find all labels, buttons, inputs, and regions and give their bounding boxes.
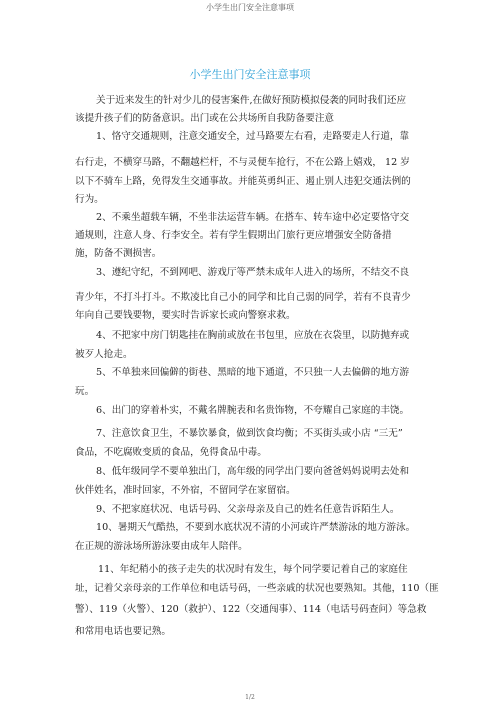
body-line: 警）、119（火警）、120（救护）、122（交通闯事）、114（电话号码查问）等急救 bbox=[75, 604, 427, 615]
running-header: 小学生出门安全注意事项 bbox=[206, 3, 294, 12]
body-line: 5、不单独来回偏僻的街巷、黑暗的地下通道，不只独一人去偏僻的地方游 bbox=[96, 367, 410, 378]
body-line: 右行走，不横穿马路，不翻越栏杆，不与灵便车抢行，不在公路上嬉戏， 12 岁 bbox=[75, 157, 410, 168]
body-line: 年向自己要钱要物，要实时告诉家长或向警察求救。 bbox=[75, 310, 296, 321]
body-line: 10、暑期天气酷热，不要到水底状况不清的小河或许严禁游泳的地方游泳。 bbox=[96, 522, 416, 533]
body-line: 9、不把家庭状况、电话号码、父亲母亲及自己的姓名任意告诉陌生人。 bbox=[96, 504, 400, 515]
body-line: 4、不把家中房门钥匙挂在胸前或放在书包里，应放在衣袋里，以防抛弃或 bbox=[96, 330, 410, 341]
body-line: 青少年，不打斗打斗。不欺凌比自己小的同学和比自己弱的同学，若有不良青少 bbox=[75, 292, 411, 303]
body-line: 通规则，注意人身、行李安全。若有学生假期出门旅行更应增强安全防备措 bbox=[75, 230, 392, 241]
page-number: 1/2 bbox=[245, 694, 255, 701]
body-line: 7、注意饮食卫生，不暴饮暴食，做到饮食均衡；不买街头或小店 “三无” bbox=[96, 428, 403, 439]
body-line: 3、遵纪守纪，不到网吧、游戏厅等严禁未成年人进入的场所，不结交不良 bbox=[96, 267, 410, 278]
body-line: 行为。 bbox=[75, 194, 104, 205]
body-line: 和常用电话也要记熟。 bbox=[75, 626, 171, 637]
body-line: 该提升孩子们的防备意识。出门或在公共场所自我防备要注意 bbox=[75, 113, 335, 124]
body-line: 施，防备不测损害。 bbox=[75, 248, 162, 259]
body-line: 关于近来发生的针对少儿的侵害案件,在做好预防模拟侵袭的同时我们还应 bbox=[96, 95, 407, 106]
body-line: 被歹人抢走。 bbox=[75, 349, 133, 360]
body-line: 食品，不吃腐败变质的食品，免得食品中毒。 bbox=[75, 447, 267, 458]
body-line: 8、低年级同学不要单独出门，高年级的同学出门要向爸爸妈妈说明去处和 bbox=[96, 466, 410, 477]
document-title: 小学生出门安全注意事项 bbox=[189, 68, 311, 81]
body-line: 11、年纪稍小的孩子走失的状况时有发生，每个同学要记着自己的家庭住 bbox=[98, 564, 408, 575]
body-line: 伙伴姓名，准时回家，不外宿，不留同学在家留宿。 bbox=[75, 485, 296, 496]
body-line: 址，记着父亲母亲的工作单位和电话号码，一些亲戚的状况也要熟知。其他，110（匪 bbox=[75, 583, 439, 594]
body-line: 在正规的游泳场所游泳要由成年人陪伴。 bbox=[75, 541, 248, 552]
body-line: 以下不骑车上路，免得发生交通事故。并能英勇纠正、遏止别人违犯交通法例的 bbox=[75, 176, 411, 187]
body-line: 玩。 bbox=[75, 386, 95, 397]
body-line: 6、出门的穿着朴实，不戴名牌腕表和名贵饰物，不夸耀自己家庭的丰饶。 bbox=[96, 405, 410, 416]
body-line: 1、恪守交通规则，注意交通安全，过马路要左右看，走路要走人行道，靠 bbox=[96, 131, 410, 142]
body-line: 2、不乘坐超载车辆，不坐非法运营车辆。在搭车、转车途中必定要恪守交 bbox=[96, 212, 410, 223]
